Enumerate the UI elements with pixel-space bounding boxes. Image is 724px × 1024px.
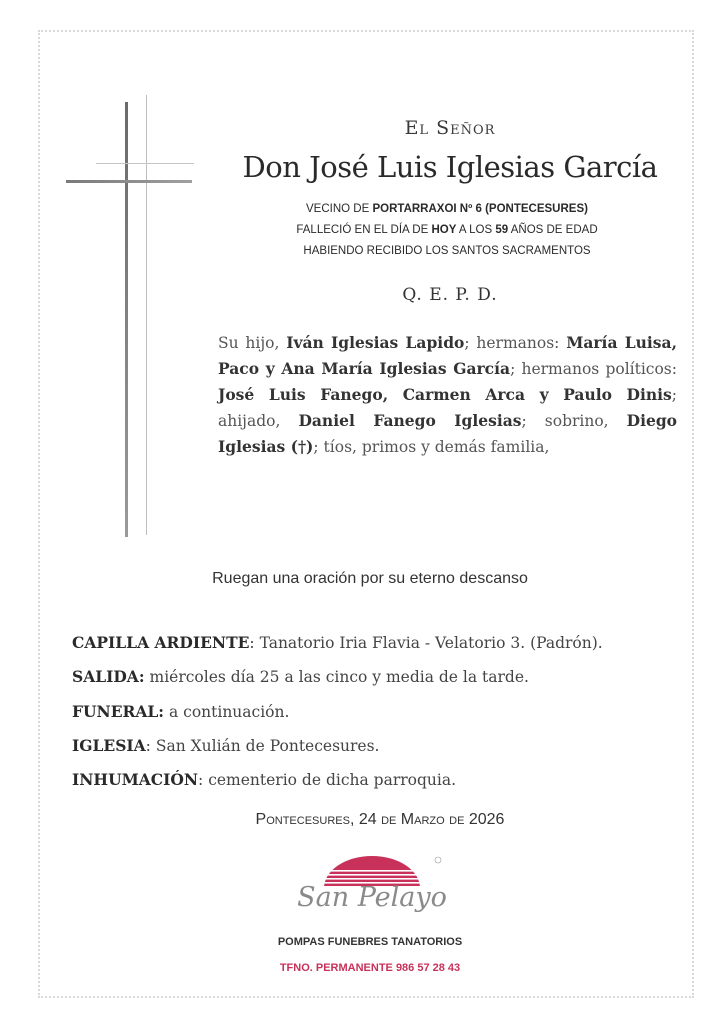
info-line-1: VECINO DE PORTARRAXOI Nº 6 (PONTECESURES) <box>306 203 588 215</box>
detail-capilla: CAPILLA ARDIENTE: Tanatorio Iria Flavia - Velatorio 3. (Padrón). <box>72 633 603 652</box>
logo-text: San Pelayo <box>297 882 447 913</box>
deceased-name: Don José Luis Iglesias García <box>242 150 658 184</box>
company-name: POMPAS FUNEBRES TANATORIOS <box>277 936 463 948</box>
detail-inhumacion: INHUMACIÓN: cementerio de dicha parroquia. <box>72 770 456 789</box>
info-line-3: HABIENDO RECIBIDO LOS SANTOS SACRAMENTOS <box>303 245 591 257</box>
qepd: Q. E. P. D. <box>402 285 498 305</box>
company-logo <box>292 852 452 922</box>
dateline: Pontecesures, 24 de Marzo de 2026 <box>255 811 505 828</box>
detail-funeral: FUNERAL: a continuación. <box>72 702 290 721</box>
detail-iglesia: IGLESIA: San Xulián de Pontecesures. <box>72 736 380 755</box>
salutation: El Señor <box>404 117 496 139</box>
prayer-request: Ruegan una oración por su eterno descanso <box>212 570 528 587</box>
detail-salida: SALIDA: miércoles día 25 a las cinco y media de la tarde. <box>72 667 529 686</box>
phone-number: TFNO. PERMANENTE 986 57 28 43 <box>279 962 461 974</box>
family-paragraph: Su hijo, Iván Iglesias Lapido; hermanos: María Luisa, Paco y Ana María Iglesias García; hermanos políticos: José Luis Fanego, Carmen Arca y Paulo Dinis; ahijado, Daniel Fanego Iglesias; sobrino, Diego Iglesias (†); tíos, primos y demás familia, <box>218 333 677 456</box>
info-line-2: FALLECIÓ EN EL DÍA DE HOY A LOS 59 AÑOS DE EDAD <box>296 224 598 236</box>
